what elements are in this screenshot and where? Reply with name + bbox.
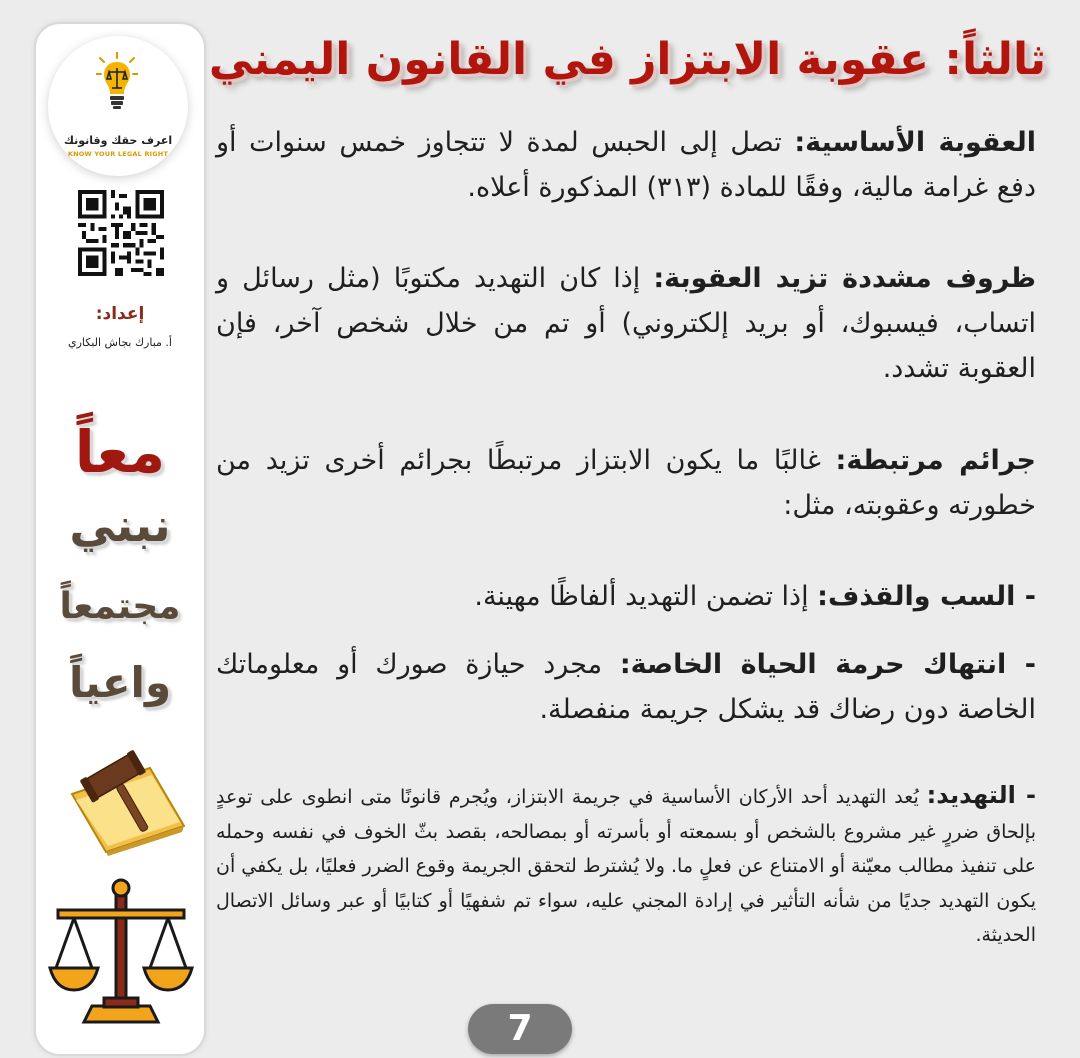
- paragraph-privacy-violation: [216, 642, 1036, 732]
- paragraph-text: إذا تضمن التهديد ألفاظًا مهينة.: [474, 581, 818, 612]
- paragraph-text: يُعد التهديد أحد الأركان الأساسية في جريمة الابتزاز، ويُجرم قانونًا متى انطوى على توعدٍ بإلحاق ضررٍ غير مشروع بالشخص أو بسمعته أو بأسرته أو بمصالحه، بقصد بثّ الخوف في نفسه وحمله على تنفيذ مطالب معيّنة أو الامتناع عن فعلٍ ما. ولا يُشترط لتحقق الجريمة وقوع الضرر فعليًا، بل يكفي أن يكون التهديد جديًا من شأنه التأثير في إرادة المجني عليه، سواء تم شفهيًا أو كتابيًا أو عبر وسائل الاتصال الحديثة.: [216, 786, 1036, 946]
- paragraph-threat: [216, 778, 1036, 953]
- slogan-line-2: نبني: [69, 498, 171, 552]
- paragraph-lead: - السب والقذف:: [817, 581, 1036, 612]
- paragraph-aggravating-circumstances: [216, 256, 1036, 391]
- author-name: أ. مبارك بجاش البكاري: [67, 336, 172, 349]
- gavel-book-icon: [62, 746, 192, 856]
- logo-english-text: KNOW YOUR LEGAL RIGHT: [67, 150, 169, 158]
- paragraph-text: مجرد حيازة صورك أو معلوماتك الخاصة دون رضاك قد يشكل جريمة منفصلة.: [216, 649, 1036, 725]
- paragraph-text: إذا كان التهديد مكتوبًا (مثل رسائل و اتساب، فيسبوك، أو بريد إلكتروني) أو تم من خلال شخص آخر، فإن العقوبة تشدد.: [216, 263, 1036, 384]
- paragraph-lead: ظروف مشددة تزيد العقوبة:: [653, 263, 1036, 294]
- paragraph-related-crimes: [216, 438, 1036, 528]
- paragraph-lead: العقوبة الأساسية:: [794, 127, 1036, 158]
- slogan-line-4: واعياً: [68, 658, 172, 707]
- paragraph-lead: - انتهاك حرمة الحياة الخاصة:: [619, 649, 1037, 680]
- sidebar: [34, 22, 206, 1056]
- paragraph-text: تصل إلى الحبس لمدة لا تتجاوز خمس سنوات أو دفع غرامة مالية، وفقًا للمادة (٣١٣) المذكورة أعلاه.: [216, 127, 1036, 203]
- paragraph-insult-defamation: [216, 574, 1036, 619]
- page-title: ثالثاً: عقوبة الابتزاز في القانون اليمني: [208, 34, 1046, 85]
- paragraph-text: غالبًا ما يكون الابتزاز مرتبطًا بجرائم أخرى تزيد من خطورته وعقوبته، مثل:: [216, 445, 1036, 521]
- prepared-by-label: إعداد:: [95, 304, 145, 324]
- paragraph-lead: جرائم مرتبطة:: [835, 445, 1036, 476]
- scales-of-justice-icon: [46, 876, 196, 1026]
- paragraph-basic-penalty: [216, 120, 1036, 210]
- paragraph-lead: - التهديد:: [926, 781, 1036, 809]
- slogan-line-3: مجتمعاً: [59, 586, 181, 627]
- slogan-line-1: معاً: [74, 418, 166, 486]
- logo: [48, 36, 188, 176]
- main-content: [210, 26, 1046, 1036]
- logo-arabic-text: اعرف حقك وقانونك: [63, 134, 173, 147]
- qr-code[interactable]: [78, 190, 164, 276]
- page-number-badge: 7: [468, 1004, 572, 1054]
- lightbulb-scales-icon: [96, 52, 138, 114]
